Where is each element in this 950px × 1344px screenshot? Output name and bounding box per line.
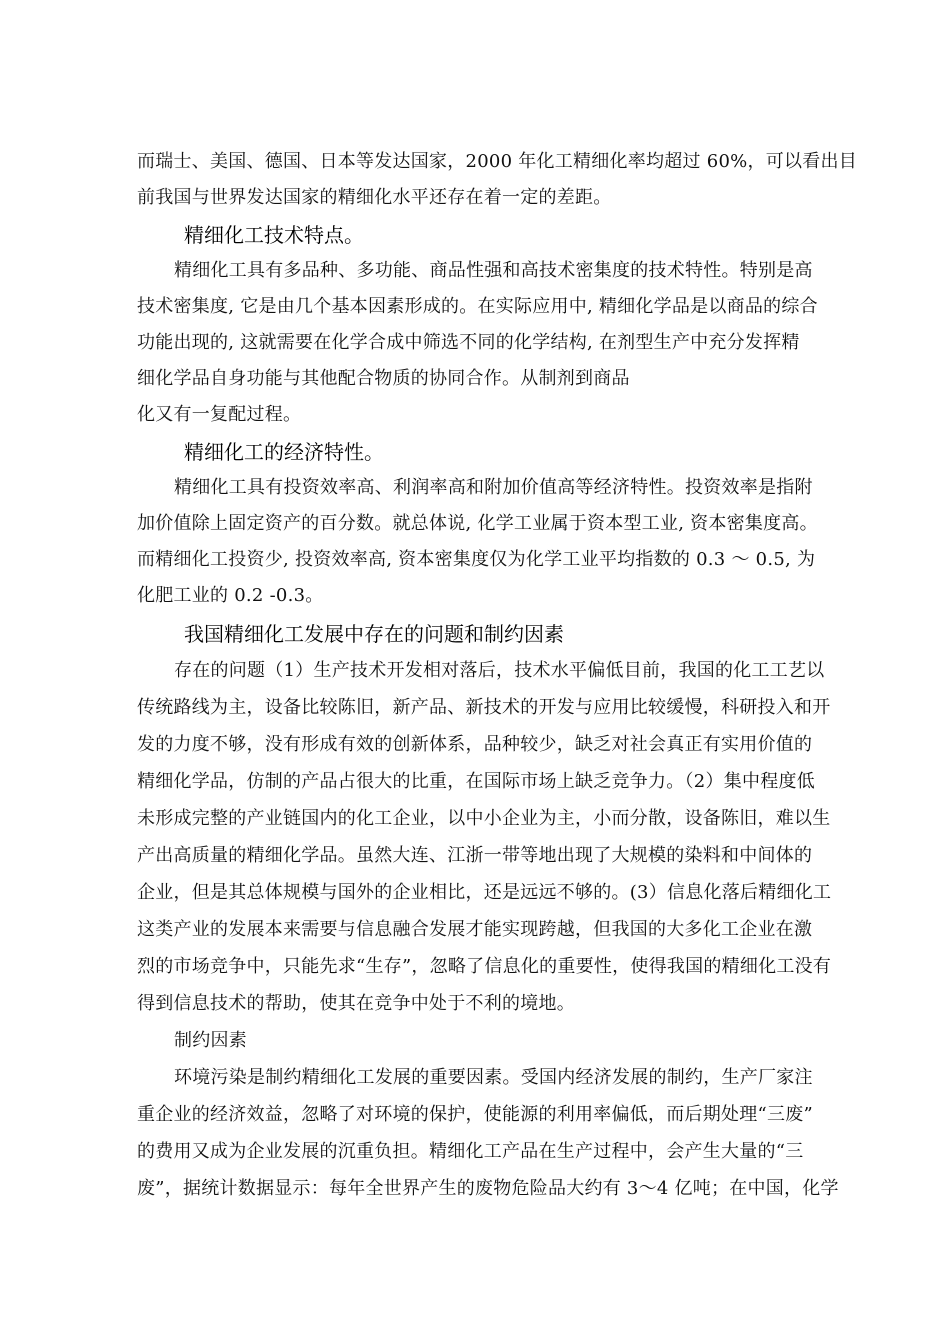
body-text-line: 环境污染是制约精细化工发展的重要因素。受国内经济发展的制约，生产厂家注: [174, 1067, 813, 1088]
section-heading: 我国精细化工发展中存在的问题和制约因素: [184, 622, 564, 646]
body-text-line: 重企业的经济效益，忽略了对环境的保护，使能源的利用率偏低，而后期处理“三废”: [137, 1104, 813, 1125]
body-text-line: 而精细化工投资少, 投资效率高, 资本密集度仅为化学工业平均指数的 0.3 ～ 0.5, 为: [137, 549, 816, 570]
body-text-line: 产出高质量的精细化学品。虽然大连、江浙一带等地出现了大规模的染料和中间体的: [137, 845, 813, 866]
body-text-line: 制约因素: [174, 1030, 247, 1051]
section-heading: 精细化工技术特点。: [184, 223, 364, 247]
body-text-line: 加价值除上固定资产的百分数。就总体说, 化学工业属于资本型工业, 资本密集度高。: [137, 513, 818, 534]
body-text-line: 的费用又成为企业发展的沉重负担。精细化工产品在生产过程中，会产生大量的“三: [137, 1141, 804, 1162]
body-text-line: 前我国与世界发达国家的精细化水平还存在着一定的差距。: [137, 187, 612, 208]
body-text-line: 得到信息技术的帮助，使其在竞争中处于不利的境地。: [137, 993, 575, 1014]
body-text-line: 企业，但是其总体规模与国外的企业相比，还是远远不够的。(3）信息化落后精细化工: [137, 882, 832, 903]
body-text-line: 而瑞士、美国、德国、日本等发达国家，2000 年化工精细化率均超过 60%，可以看出目: [137, 151, 858, 172]
body-text-line: 化肥工业的 0.2 -0.3。: [137, 585, 324, 606]
body-text-line: 精细化工具有投资效率高、利润率高和附加价值高等经济特性。投资效率是指附: [174, 477, 813, 498]
section-heading: 精细化工的经济特性。: [184, 440, 384, 464]
body-text-line: 废”，据统计数据显示：每年全世界产生的废物危险品大约有 3～4 亿吨；在中国，化学: [137, 1178, 839, 1199]
body-text-line: 传统路线为主，设备比较陈旧，新产品、新技术的开发与应用比较缓慢，科研投入和开: [137, 697, 831, 718]
body-text-line: 发的力度不够，没有形成有效的创新体系，品种较少，缺乏对社会真正有实用价值的: [137, 734, 813, 755]
body-text-line: 未形成完整的产业链国内的化工企业，以中小企业为主，小而分散，设备陈旧，难以生: [137, 808, 831, 829]
body-text-line: 技术密集度, 它是由几个基本因素形成的。在实际应用中, 精细化学品是以商品的综合: [137, 296, 818, 317]
body-text-line: 存在的问题（1）生产技术开发相对落后，技术水平偏低目前，我国的化工工艺以: [174, 660, 825, 681]
body-text-line: 细化学品自身功能与其他配合物质的协同合作。从制剂到商品: [137, 368, 630, 389]
body-text-line: 功能出现的, 这就需要在化学合成中筛选不同的化学结构, 在剂型生产中充分发挥精: [137, 332, 800, 353]
body-text-line: 化又有一复配过程。: [137, 404, 302, 425]
body-text-line: 精细化学品，仿制的产品占很大的比重，在国际市场上缺乏竞争力。（2）集中程度低: [137, 771, 815, 792]
body-text-line: 烈的市场竞争中，只能先求“生存”，忽略了信息化的重要性，使得我国的精细化工没有: [137, 956, 832, 977]
body-text-line: 精细化工具有多品种、多功能、商品性强和高技术密集度的技术特性。特别是高: [174, 260, 813, 281]
body-text-line: 这类产业的发展本来需要与信息融合发展才能实现跨越，但我国的大多化工企业在激: [137, 919, 813, 940]
